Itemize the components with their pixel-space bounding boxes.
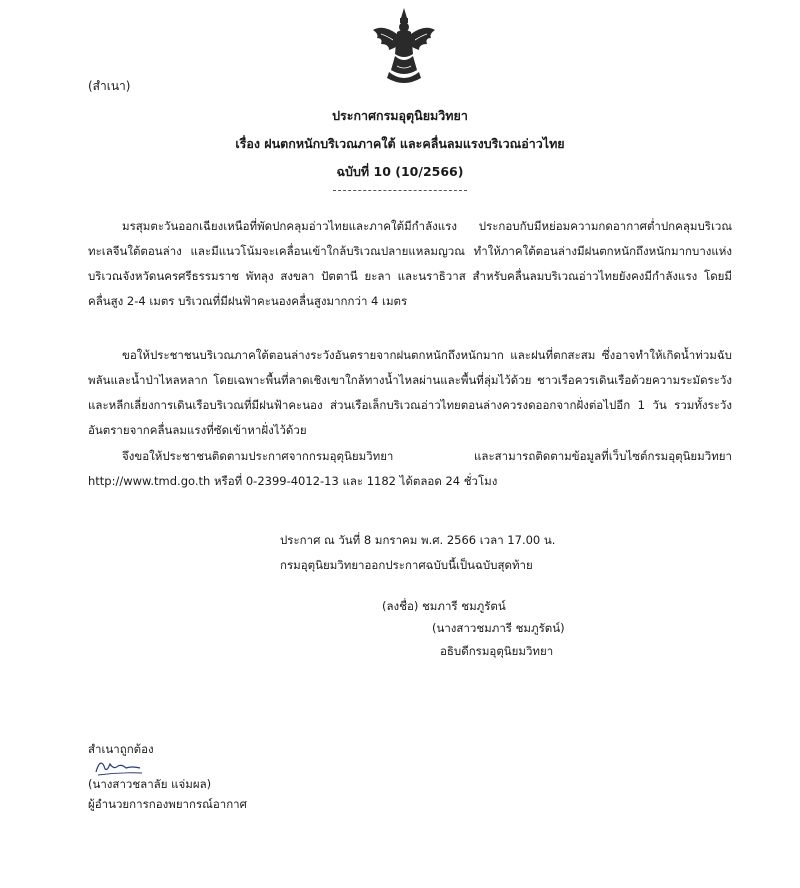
paragraph-text: ขอให้ประชาชนบริเวณภาคใต้ตอนล่างระวังอันตรายจากฝนตกหนักถึงหนักมาก และฝนที่ตกสะสม ซึ่งอาจทำให้เกิดน้ำท่วมฉับพลันและน้ำป่าไหลหลาก โดยเฉพาะพื้นที่ลาดเชิงเขาใกล้ทางน้ำไหลผ่านและพื้นที่ลุ่มไว้ด้วย ชาวเรือควรเดินเรือด้วยความระมัดระวัง และหลีกเลี่ยงการเดินเรือบริเวณที่มีฝนฟ้าคะนอง ส่วนเรือเล็กบริเวณอ่าวไทยตอนล่างควรงดออกจากฝั่งต่อไปอีก 1 วัน รวมทั้งระวังอันตรายจากคลื่นลมแรงที่ซัดเข้าหาฝั่งไว้ด้วย [88,348,732,437]
handwritten-signature [90,756,150,778]
body-paragraph-1 [88,214,732,314]
certifier-name: (นางสาวชลาลัย แจ่มผล) [88,777,212,791]
announcement-issue-number: ฉบับที่ 10 (10/2566) [336,164,464,179]
paragraph-text: จึงขอให้ประชาชนติดตามประกาศจากกรมอุตุนิยมวิทยา และสามารถติดตามข้อมูลที่เว็บไซต์กรมอุตุนิยมวิทยา http://www.tmd.go.th หรือที่ 0-2399-4012-13 และ 1182 ได้ตลอด 24 ชั่วโมง [88,449,732,488]
paragraph-text: มรสุมตะวันออกเฉียงเหนือที่พัดปกคลุมอ่าวไทยและภาคใต้มีกำลังแรง ประกอบกับมีหย่อมความกดอากาศต่ำปกคลุมบริเวณทะเลจีนใต้ตอนล่าง และมีแนวโน้มจะเคลื่อนเข้าใกล้บริเวณปลายแหลมญวณ ทำให้ภาคใต้ตอนล่างมีฝนตกหนักถึงหนักมากบางแห่งบริเวณจังหวัดนครศรีธรรมราช พัทลุง สงขลา ปัตตานี ยะลา และนราธิวาส สำหรับคลื่นลมบริเวณอ่าวไทยยังคงมีกำลังแรง โดยมีคลื่นสูง 2-4 เมตร บริเวณที่มีฝนฟ้าคะนองคลื่นสูงมากกว่า 4 เมตร [88,219,732,308]
final-issue-note: กรมอุตุนิยมวิทยาออกประกาศฉบับนี้เป็นฉบับสุดท้าย [280,558,533,572]
announcement-subject: เรื่อง ฝนตกหนักบริเวณภาคใต้ และคลื่นลมแรงบริเวณอ่าวไทย [235,136,565,151]
copy-label: (สำเนา) [88,79,131,93]
announcement-title: ประกาศกรมอุตุนิยมวิทยา [332,108,468,123]
signatory-name: (นางสาวชมภารี ชมภูรัตน์) [432,621,565,635]
certifier-title: ผู้อำนวยการกองพยากรณ์อากาศ [88,797,247,811]
body-paragraph-3 [88,444,732,494]
signatory-title: อธิบดีกรมอุตุนิยมวิทยา [440,644,554,658]
certified-copy-label: สำเนาถูกต้อง [88,742,154,756]
signed-by: (ลงชื่อ) ชมภารี ชมภูรัตน์ [382,599,506,613]
garuda-emblem-icon [369,6,439,86]
body-paragraph-2 [88,343,732,443]
divider [333,190,467,191]
issue-date-line: ประกาศ ณ วันที่ 8 มกราคม พ.ศ. 2566 เวลา 17.00 น. [280,533,556,547]
